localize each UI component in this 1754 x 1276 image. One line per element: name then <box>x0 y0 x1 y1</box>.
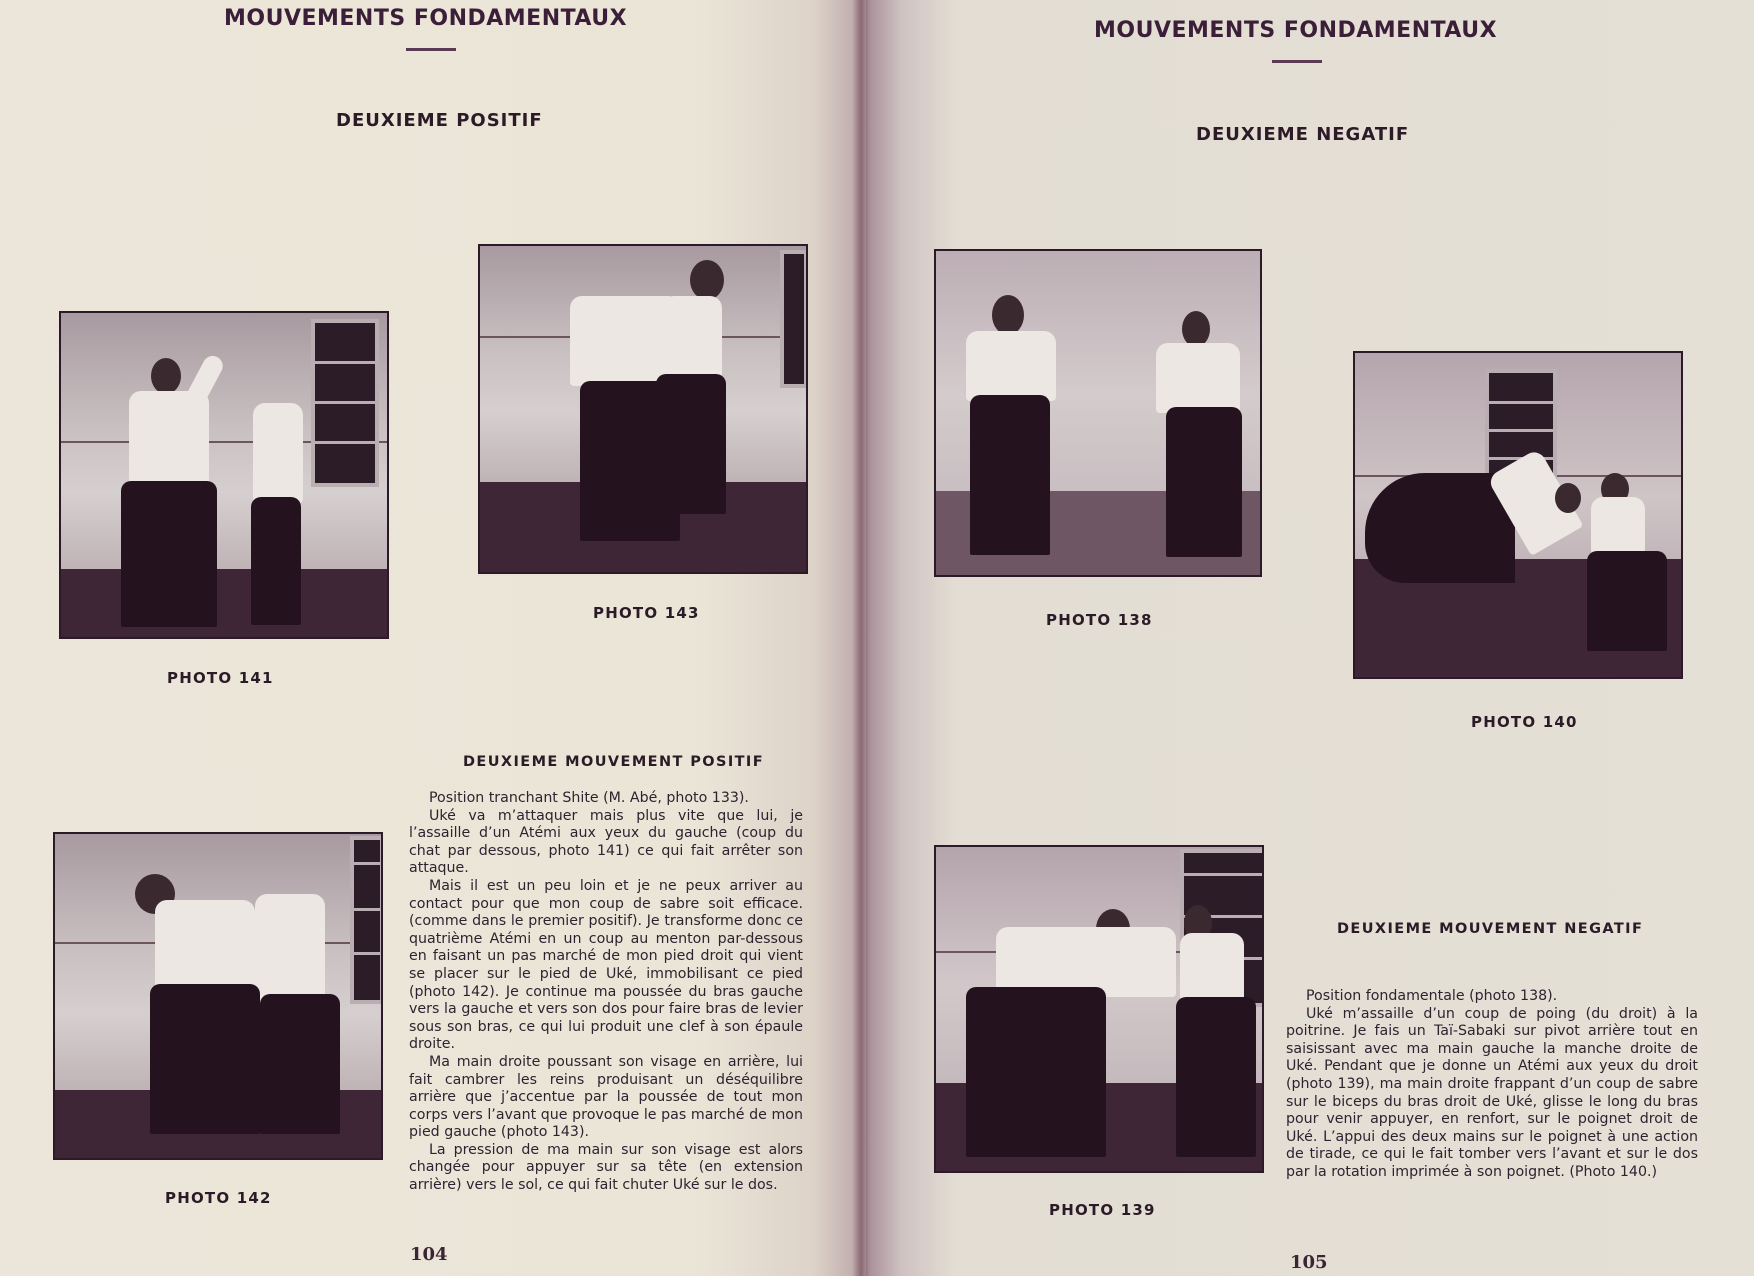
running-head: MOUVEMENTS FONDAMENTAUX <box>224 6 628 31</box>
paragraph: Ma main droite poussant son visage en arrière, lui fait cambrer les reins produisant un déséquilibre arrière que j’accentue par la poussée de tout mon corps vers l’avant que provoque le pas marché de mon pied gauche (photo 143). <box>409 1053 803 1141</box>
left-page <box>0 0 866 1276</box>
photo-139-caption: PHOTO 139 <box>1049 1201 1156 1219</box>
photo-140 <box>1353 351 1683 679</box>
header-rule <box>1272 60 1322 63</box>
page-number: 104 <box>410 1244 448 1265</box>
photo-143-caption: PHOTO 143 <box>593 604 700 622</box>
photo-138-caption: PHOTO 138 <box>1046 611 1153 629</box>
paragraph: Position tranchant Shite (M. Abé, photo 133). <box>429 790 749 806</box>
page-subtitle: DEUXIEME POSITIF <box>336 110 543 131</box>
page-number: 105 <box>1290 1252 1328 1273</box>
photo-140-caption: PHOTO 140 <box>1471 713 1578 731</box>
photo-141 <box>59 311 389 639</box>
paragraph: Uké m’assaille d’un coup de poing (du droit) à la poitrine. Je fais un Taï-Sabaki sur pivot arrière tout en saisissant avec ma main gauche la manche droite de Uké. Pendant que je donne un Atémi aux yeux du droit (photo 139), ma main droite frappant d’un coup de sabre sur le biceps du bras droit de Uké, glisse le long du bras pour venir appuyer, en renfort, sur le poignet droit de Uké. L’appui des deux mains sur le poignet à une action de tirade, ce qui le fait tomber vers l’avant et sur le dos par la rotation imprimée à son poignet. (Photo 140.) <box>1286 1005 1698 1180</box>
section-heading: DEUXIEME MOUVEMENT NEGATIF <box>1337 921 1644 937</box>
body-text <box>1286 988 1698 1182</box>
running-head: MOUVEMENTS FONDAMENTAUX <box>1094 18 1498 43</box>
photo-142-caption: PHOTO 142 <box>165 1189 272 1207</box>
photo-138 <box>934 249 1262 577</box>
page-subtitle: DEUXIEME NEGATIF <box>1196 124 1410 145</box>
photo-143 <box>478 244 808 574</box>
paragraph: Position fondamentale (photo 138). <box>1306 988 1558 1004</box>
body-text <box>409 790 803 1195</box>
header-rule <box>406 48 456 51</box>
right-page <box>866 0 1754 1276</box>
paragraph: Mais il est un peu loin et je ne peux arriver au contact pour que mon coup de sabre soit efficace. (comme dans le premier positif). Je transforme donc ce quatrième Atémi en un coup au menton par-dessous en faisant un pas marché de mon pied droit qui vient se placer sur le pied de Uké, immobilisant ce pied (photo 142). Je continue ma poussée du bras gauche vers la gauche et vers son dos pour faire bras de levier sous son bras, ce qui lui produit une clef à son épaule droite. <box>409 877 803 1053</box>
photo-141-caption: PHOTO 141 <box>167 669 274 687</box>
paragraph: Uké va m’attaquer mais plus vite que lui, je l’assaille d’un Atémi aux yeux du gauche (coup du chat par dessous, photo 141) ce qui fait arrêter son attaque. <box>409 807 803 877</box>
section-heading: DEUXIEME MOUVEMENT POSITIF <box>463 754 765 770</box>
photo-139 <box>934 845 1264 1173</box>
book-spine <box>852 0 870 1276</box>
photo-142 <box>53 832 383 1160</box>
paragraph: La pression de ma main sur son visage est alors changée pour appuyer sur sa tête (en extension arrière) vers le sol, ce qui fait chuter Uké sur le dos. <box>409 1141 803 1194</box>
